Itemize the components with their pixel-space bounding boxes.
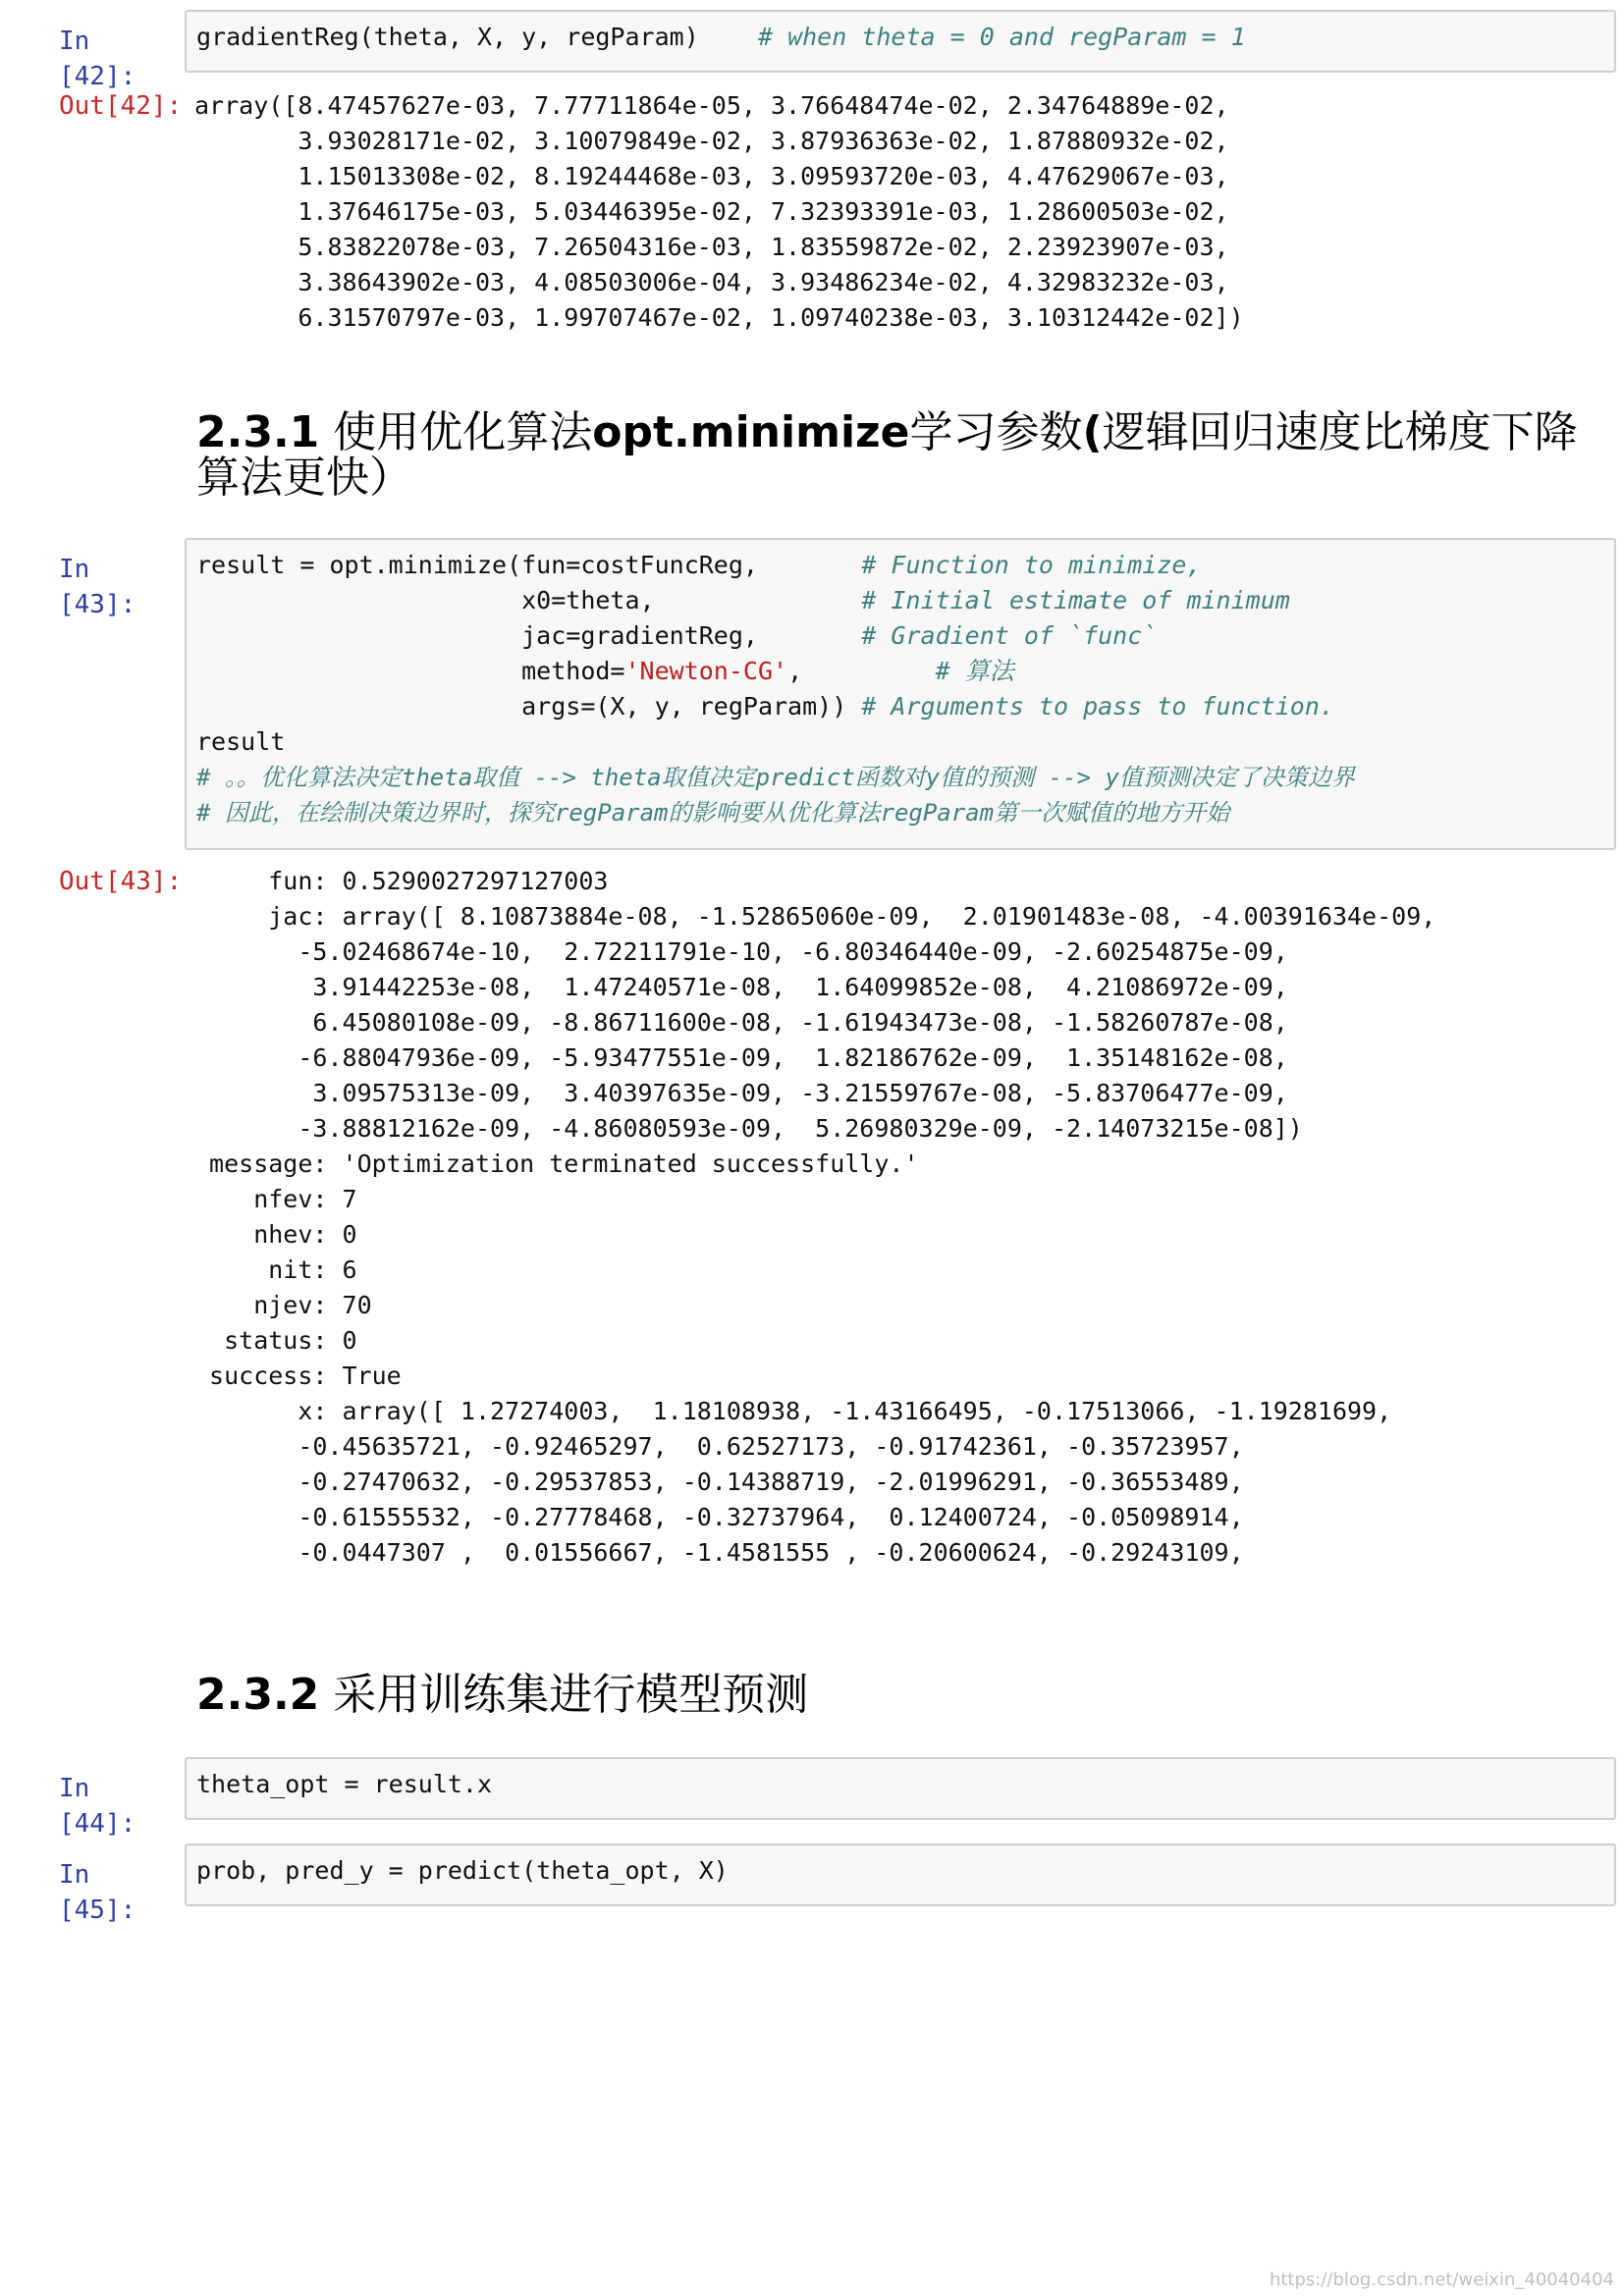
- code-comment: # 算法: [935, 657, 1014, 685]
- heading-text: 算法更快）: [196, 453, 412, 503]
- code-comment: # 。。优化算法决定theta取值 --> theta取值决定predict函数对y值的预测 --> y值预测决定了决策边界: [196, 764, 1355, 791]
- output-line: 3.38643902e-03, 4.08503006e-04, 3.93486234e-02, 4.32983232e-03,: [194, 268, 1229, 296]
- heading-text-bold: opt.minimize: [592, 407, 910, 457]
- output-line: njev: 70: [194, 1291, 372, 1319]
- output-line: 1.15013308e-02, 8.19244468e-03, 3.09593720e-03, 4.47629067e-03,: [194, 162, 1229, 190]
- in-prompt: In [45]:: [59, 1860, 136, 1925]
- cell-45: [59, 1843, 1624, 1925]
- code-input[interactable]: [185, 1757, 1616, 1820]
- code-comment: # Function to minimize,: [861, 551, 1202, 579]
- code-line: [196, 20, 1604, 55]
- output-line: x: array([ 1.27274003, 1.18108938, -1.43166495, -0.17513066, -1.19281699,: [194, 1397, 1392, 1425]
- output-line: -0.45635721, -0.92465297, 0.62527173, -0.91742361, -0.35723957,: [194, 1432, 1244, 1461]
- code-text: gradientReg(theta, X, y, regParam): [196, 23, 699, 51]
- section-heading-2-3-2: [196, 1670, 1591, 1720]
- code-line: [196, 583, 1604, 618]
- code-comment: # Gradient of `func`: [861, 621, 1158, 650]
- watermark: https://blog.csdn.net/weixin_40040404: [1269, 2269, 1614, 2290]
- heading-text: 采用训练集进行模型预测: [319, 1670, 809, 1720]
- code-text: result = opt.minimize(fun=costFuncReg,: [196, 551, 862, 579]
- code-comment: # 因此，在绘制决策边界时，探究regParam的影响要从优化算法regParam第一次赋值的地方开始: [196, 799, 1230, 827]
- heading-number: 2.3.2: [196, 1670, 320, 1720]
- cell-44: [59, 1757, 1624, 1839]
- code-text: method=: [196, 657, 625, 685]
- output-line: 3.09575313e-09, 3.40397635e-09, -3.21559767e-08, -5.83706477e-09,: [194, 1079, 1288, 1107]
- code-text: jac=gradientReg,: [196, 621, 862, 650]
- code-input[interactable]: [185, 1843, 1616, 1906]
- code-text: theta_opt = result.x: [196, 1770, 493, 1798]
- heading-text: 使用优化算法: [319, 407, 593, 457]
- output-line: 6.45080108e-09, -8.86711600e-08, -1.61943473e-08, -1.58260787e-08,: [194, 1008, 1288, 1037]
- output-line: fun: 0.5290027297127003: [194, 867, 609, 895]
- in-prompt: In [44]:: [59, 1774, 136, 1839]
- heading-number: 2.3.1: [196, 407, 320, 457]
- code-text: ,: [787, 657, 936, 685]
- output-line: message: 'Optimization terminated successfully.': [194, 1149, 919, 1178]
- heading-text: 学习参数: [909, 407, 1083, 457]
- output-line: 3.93028171e-02, 3.10079849e-02, 3.87936363e-02, 1.87880932e-02,: [194, 127, 1229, 155]
- output-line: -5.02468674e-10, 2.72211791e-10, -6.80346440e-09, -2.60254875e-09,: [194, 937, 1288, 966]
- output-line: -0.0447307 , 0.01556667, -1.4581555 , -0.20600624, -0.29243109,: [194, 1538, 1244, 1567]
- output-line: -6.88047936e-09, -5.93477551e-09, 1.82186762e-09, 1.35148162e-08,: [194, 1043, 1288, 1072]
- code-input[interactable]: [185, 10, 1616, 73]
- output-line: success: True: [194, 1362, 402, 1390]
- cell-output: [194, 864, 1435, 1571]
- code-comment: # Arguments to pass to function.: [861, 692, 1334, 721]
- output-line: jac: array([ 8.10873884e-08, -1.52865060e-09, 2.01901483e-08, -4.00391634e-09,: [194, 902, 1436, 931]
- code-comment: # Initial estimate of minimum: [861, 586, 1290, 614]
- output-line: -0.27470632, -0.29537853, -0.14388719, -2.01996291, -0.36553489,: [194, 1468, 1244, 1496]
- code-text: result: [196, 727, 286, 756]
- cell-42: [59, 10, 1624, 344]
- output-line: -0.61555532, -0.27778468, -0.32737964, 0.12400724, -0.05098914,: [194, 1503, 1244, 1531]
- heading-text: 逻辑回归速度比梯度下降: [1102, 407, 1578, 457]
- out-prompt: Out[42]:: [59, 91, 183, 121]
- output-line: nhev: 0: [194, 1220, 357, 1249]
- in-prompt: In [42]:: [59, 27, 136, 91]
- in-prompt: In [43]:: [59, 555, 136, 619]
- code-comment: # when theta = 0 and regParam = 1: [757, 23, 1246, 51]
- code-line: [196, 724, 1604, 760]
- section-heading-2-3-1: [196, 407, 1591, 503]
- code-line: [196, 618, 1604, 654]
- output-line: nfev: 7: [194, 1185, 357, 1213]
- code-text: prob, pred_y = predict(theta_opt, X): [196, 1856, 729, 1885]
- out-prompt: Out[43]:: [59, 867, 183, 896]
- output-line: 3.91442253e-08, 1.47240571e-08, 1.64099852e-08, 4.21086972e-09,: [194, 973, 1288, 1001]
- code-input[interactable]: [185, 538, 1616, 850]
- output-line: status: 0: [194, 1326, 357, 1355]
- output-line: 5.83822078e-03, 7.26504316e-03, 1.83559872e-02, 2.23923907e-03,: [194, 233, 1229, 261]
- code-string: 'Newton-CG': [624, 657, 788, 685]
- output-line: nit: 6: [194, 1255, 357, 1284]
- code-text: args=(X, y, regParam)): [196, 692, 862, 721]
- output-line: 6.31570797e-03, 1.99707467e-02, 1.09740238e-03, 3.10312442e-02]): [194, 303, 1244, 332]
- code-text: x0=theta,: [196, 586, 862, 614]
- code-line: [196, 654, 1604, 689]
- code-line: [196, 689, 1604, 724]
- output-line: -3.88812162e-09, -4.86080593e-09, 5.26980329e-09, -2.14073215e-08]): [194, 1114, 1303, 1143]
- cell-output: [194, 88, 1244, 336]
- cell-43: [59, 538, 1624, 1598]
- code-line: [196, 548, 1604, 583]
- output-line: array([8.47457627e-03, 7.77711864e-05, 3.76648474e-02, 2.34764889e-02,: [194, 91, 1229, 120]
- heading-text-bold: (: [1082, 407, 1103, 457]
- output-line: 1.37646175e-03, 5.03446395e-02, 7.32393391e-03, 1.28600503e-02,: [194, 197, 1229, 226]
